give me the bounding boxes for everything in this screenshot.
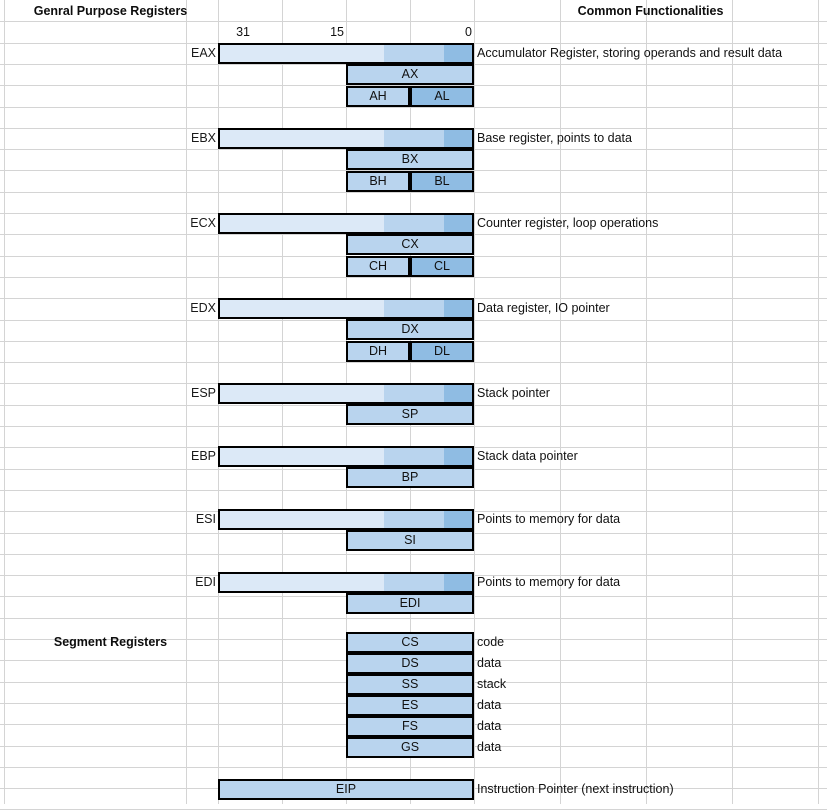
register-bar-dl[interactable] bbox=[410, 341, 474, 362]
register-bar-cl-label: CL bbox=[434, 259, 450, 273]
register-bar-bl[interactable] bbox=[410, 171, 474, 192]
register-description-ebp: Stack data pointer bbox=[477, 449, 578, 463]
register-bar-cl[interactable] bbox=[410, 256, 474, 277]
register-bar-eip[interactable] bbox=[218, 779, 474, 800]
segment-register-description-ss: stack bbox=[477, 677, 507, 691]
register-bar-ah-label: AH bbox=[369, 89, 387, 103]
register-bar-ah[interactable] bbox=[346, 86, 410, 107]
register-bar-sp-label: SP bbox=[401, 407, 419, 421]
segment-register-bar-ds-label: DS bbox=[401, 656, 419, 670]
register-label-edi: EDI bbox=[195, 575, 216, 589]
register-description-esi: Points to memory for data bbox=[477, 512, 621, 526]
register-bar-dx[interactable] bbox=[346, 319, 474, 340]
register-bar-esi[interactable] bbox=[218, 509, 474, 530]
segment-register-bar-es-label: ES bbox=[401, 698, 419, 712]
register-bar-si-label: SI bbox=[404, 533, 416, 547]
register-label-ebx: EBX bbox=[190, 131, 216, 145]
header-general-purpose-registers: Genral Purpose Registers bbox=[33, 4, 188, 18]
segment-register-bar-ss[interactable] bbox=[346, 674, 474, 695]
register-bar-cx-label: CX bbox=[401, 237, 419, 251]
register-bar-ch-label: CH bbox=[368, 259, 388, 273]
segment-register-description-ds: data bbox=[477, 656, 502, 670]
segment-register-description-cs: code bbox=[477, 635, 505, 649]
register-bar-al[interactable] bbox=[410, 86, 474, 107]
segment-register-bar-fs[interactable] bbox=[346, 716, 474, 737]
bit-tick-15: 15 bbox=[330, 25, 344, 39]
register-bar-edi[interactable] bbox=[218, 572, 474, 593]
register-label-edx: EDX bbox=[190, 301, 216, 315]
register-bar-eax[interactable] bbox=[218, 43, 474, 64]
segment-register-bar-gs-label: GS bbox=[400, 740, 420, 754]
register-label-esi: ESI bbox=[195, 512, 216, 526]
register-bar-bh-label: BH bbox=[369, 174, 387, 188]
register-bar-dh-label: DH bbox=[368, 344, 388, 358]
register-bar-bh[interactable] bbox=[346, 171, 410, 192]
segment-register-bar-ss-label: SS bbox=[401, 677, 419, 691]
register-label-ecx: ECX bbox=[190, 216, 216, 230]
register-bar-al-label: AL bbox=[434, 89, 450, 103]
segment-register-description-gs: data bbox=[477, 740, 502, 754]
register-bar-ch[interactable] bbox=[346, 256, 410, 277]
header-common-functionalities: Common Functionalities bbox=[577, 4, 724, 18]
register-description-eax: Accumulator Register, storing operands and result data bbox=[477, 46, 783, 60]
register-description-ebx: Base register, points to data bbox=[477, 131, 632, 145]
register-bar-si[interactable] bbox=[346, 530, 474, 551]
register-bar-bx-label: BX bbox=[401, 152, 419, 166]
register-bar-eip-label: EIP bbox=[335, 782, 357, 796]
register-bar-dl-label: DL bbox=[434, 344, 450, 358]
register-bar-ebx[interactable] bbox=[218, 128, 474, 149]
register-description-esp: Stack pointer bbox=[477, 386, 550, 400]
header-segment-registers: Segment Registers bbox=[53, 635, 168, 649]
register-description-edi: Points to memory for data bbox=[477, 575, 621, 589]
register-bar-bl-label: BL bbox=[434, 174, 450, 188]
register-bar-edx[interactable] bbox=[218, 298, 474, 319]
register-bar-esp[interactable] bbox=[218, 383, 474, 404]
register-bar-bp[interactable] bbox=[346, 467, 474, 488]
register-bar-dh[interactable] bbox=[346, 341, 410, 362]
bit-tick-31: 31 bbox=[236, 25, 250, 39]
segment-register-bar-gs[interactable] bbox=[346, 737, 474, 758]
register-bar-dx-label: DX bbox=[401, 322, 419, 336]
segment-register-bar-cs[interactable] bbox=[346, 632, 474, 653]
register-label-eax: EAX bbox=[190, 46, 216, 60]
register-label-ebp: EBP bbox=[190, 449, 216, 463]
register-label-esp: ESP bbox=[190, 386, 216, 400]
register-description-eip: Instruction Pointer (next instruction) bbox=[477, 782, 674, 796]
segment-register-description-es: data bbox=[477, 698, 502, 712]
segment-register-bar-es[interactable] bbox=[346, 695, 474, 716]
segment-register-bar-cs-label: CS bbox=[401, 635, 419, 649]
register-description-ecx: Counter register, loop operations bbox=[477, 216, 659, 230]
register-bar-sp[interactable] bbox=[346, 404, 474, 425]
segment-register-description-fs: data bbox=[477, 719, 502, 733]
register-bar-di-label: EDI bbox=[399, 596, 421, 610]
bit-tick-0: 0 bbox=[465, 25, 472, 39]
register-bar-ebp[interactable] bbox=[218, 446, 474, 467]
register-bar-ax-label: AX bbox=[401, 67, 419, 81]
segment-register-bar-ds[interactable] bbox=[346, 653, 474, 674]
register-bar-cx[interactable] bbox=[346, 234, 474, 255]
register-bar-ax[interactable] bbox=[346, 64, 474, 85]
register-bar-bp-label: BP bbox=[401, 470, 419, 484]
register-bar-ecx[interactable] bbox=[218, 213, 474, 234]
register-bar-bx[interactable] bbox=[346, 149, 474, 170]
segment-register-bar-fs-label: FS bbox=[402, 719, 418, 733]
register-bar-di[interactable] bbox=[346, 593, 474, 614]
register-description-edx: Data register, IO pointer bbox=[477, 301, 610, 315]
